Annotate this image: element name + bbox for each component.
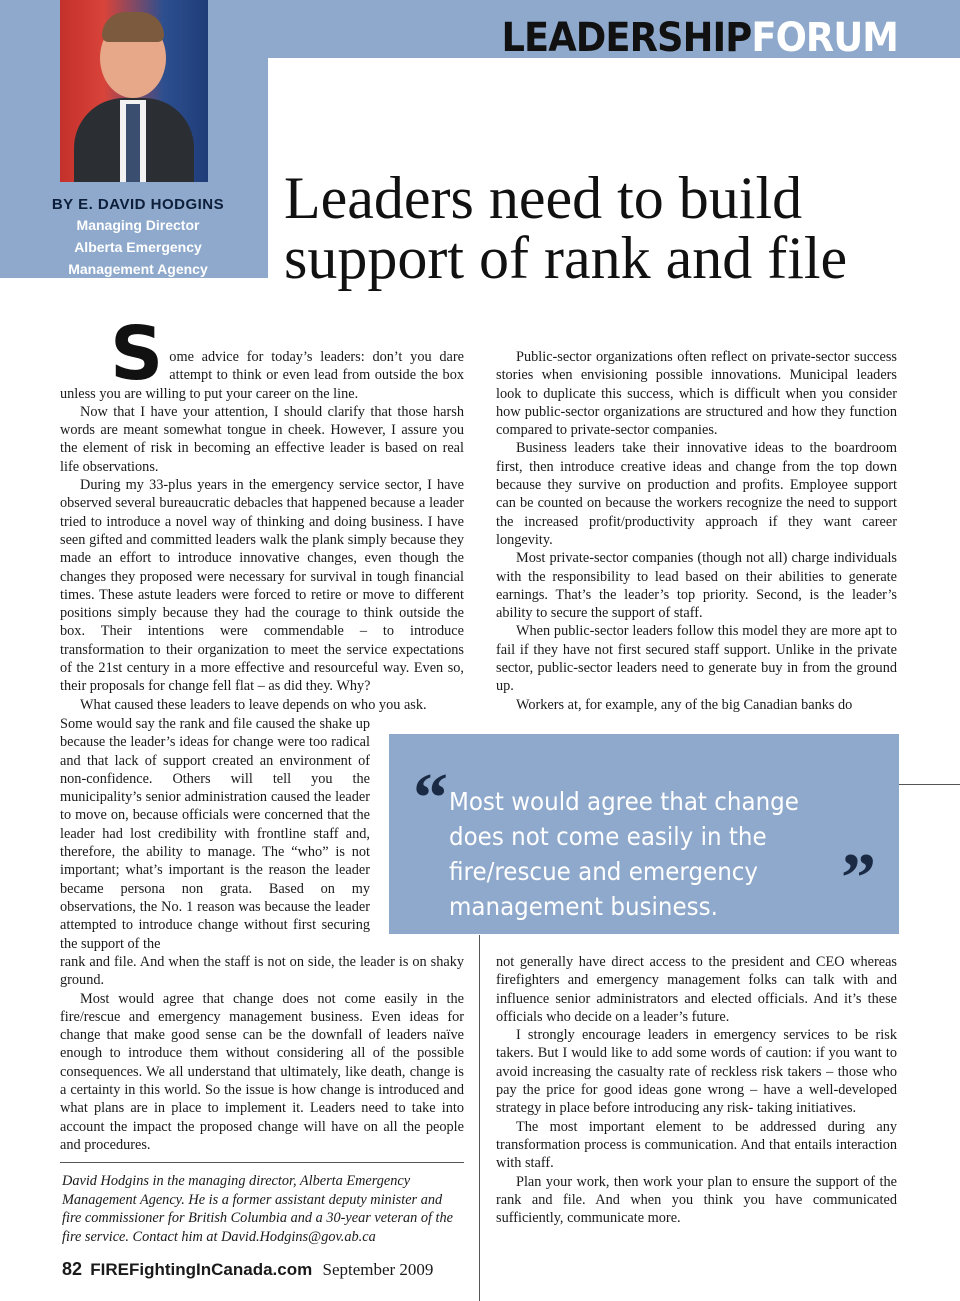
author-photo — [60, 0, 208, 182]
open-quote-mark: “ — [413, 760, 448, 837]
photo-hair — [102, 12, 164, 42]
section-logo — [501, 15, 898, 61]
photo-tie — [126, 104, 140, 182]
byline-role-2: Alberta Emergency — [74, 239, 202, 255]
bio-rule — [60, 1162, 464, 1163]
paragraph: Some would say the rank and file caused the shake up because the leader’s ideas for change were too radical and that lack of support created an environment of non-confidence. Others will tell you the municipality’s senior administration caused the leader to move on, because officials were concerned that the leader had lost credibility with frontline staff and, therefore, the ability to manage. The “who” is not important; what’s important is the reason the leader became persona non grata. Based on my observations, the No. 1 reason was because the leader attempted to introduce change without first securing the support of the — [60, 716, 370, 952]
byline-role-3: Management Agency — [68, 261, 208, 277]
article-column-right-bottom — [496, 953, 897, 1227]
section-logo-part1: LEADERSHIP — [501, 15, 752, 61]
pull-quote-text: Most would agree that change does not come easily in the fire/rescue and emergency management business. — [449, 787, 799, 921]
paragraph: rank and file. And when the staff is not on side, the leader is on shaky ground. — [60, 954, 464, 989]
paragraph: Public-sector organizations often reflect on private-sector success stories when envisioning possible innovations. Municipal leaders look to duplicate this success, which is difficult when you consider how public-sector organizations are structured and how they function compared to private-sector companies. — [496, 349, 897, 439]
pull-quote-rule — [899, 784, 960, 785]
article-column-left-bottom — [60, 953, 464, 1154]
byline — [40, 196, 236, 279]
paragraph: Now that I have your attention, I should clarify that those harsh words are meant somewhat tongue in cheek. However, I assure you the element of risk in becoming an effective leader is based on real life observations. — [60, 403, 464, 475]
paragraph: I strongly encourage leaders in emergency services to be risk takers. But I would like to add some words of caution: if you want to avoid increasing the casualty rate of reckless risk takers – those who pay the price for good ideas gone wrong – have a well-developed strategy in place before introducing any risk- taking initiatives. — [496, 1027, 897, 1117]
footer-site: FIREFightingInCanada.com — [90, 1260, 313, 1279]
paragraph: During my 33-plus years in the emergency service sector, I have observed several bureaucratic debacles that happened because a leader tried to introduce a novel way of thinking and doing business. I have seen gifted and committed leaders walk the plank simply because they made an effort to introduce innovative changes, even though the changes they proposed were necessary for survival in tough financial times. These astute leaders were forced to retire or move to different positions simply because they had the courage to think outside the box. Their intentions were commendable – to introduce transformation to their organization to meet the service expectations of the 21st century in a more effective and resourceful way. Even so, their proposals for change fell flat – as did they. Why? — [60, 477, 464, 695]
article-column-left-top — [60, 311, 464, 714]
paragraph: Most private-sector companies (though not all) charge individuals with the responsibility to lead based on their abilities to generate earnings. That’s the leader’s top priority. Second, is the leader’s ability to secure the support of staff. — [496, 550, 897, 622]
headline-line-1: Leaders need to build — [284, 165, 803, 231]
column-divider — [479, 935, 480, 1301]
paragraph: What caused these leaders to leave depends on who you ask. — [80, 696, 427, 713]
headline-line-2: support of rank and file — [284, 225, 848, 291]
paragraph: Business leaders take their innovative ideas to the boardroom first, then introduce creative ideas and change from the top down because they survive on production and profits. Employee support can be counted on because the workers recognize the need to support the increased profit/productivity approach if they want career longevity. — [496, 440, 897, 548]
byline-author: BY E. DAVID HODGINS — [51, 196, 225, 213]
paragraph-opening — [60, 311, 464, 403]
paragraph: not generally have direct access to the president and CEO whereas firefighters and emergency management folks can talk with and influence senior administrators and elected officials. And it’s these officials who decide on a leader’s future. — [496, 954, 897, 1025]
article-column-right-top — [496, 348, 897, 714]
paragraph: Plan your work, then work your plan to ensure the support of the rank and file. And when you think you have communicated sufficiently, communicate more. — [496, 1173, 897, 1227]
paragraph: The most important element to be addressed during any transformation process is communication. And that entails interaction with staff. — [496, 1118, 897, 1172]
paragraph-opening-text: ome advice for today’s leaders: don’t you dare attempt to think or even lead from outside the box unless you are willing to put your career on the line. — [60, 349, 464, 402]
article-headline — [284, 165, 944, 291]
paragraph: When public-sector leaders follow this model they are more apt to fail if they have not first secured staff support. Unlike in the private sector, public-sector leaders need to generate buy in from the ground up. — [496, 623, 897, 695]
page-number: 82 — [62, 1259, 83, 1279]
section-logo-part2: FORUM — [751, 15, 898, 61]
pull-quote — [389, 734, 899, 934]
paragraph: Most would agree that change does not come easily in the fire/rescue and emergency management business. Even ideas for change that make good sense can be the downfall of leaders naïve enough to introduce them without considering all of the possible consequences. We all understand that ultimately, like death, change is a certainty in this world. So the issue is how change is introduced and what plans are in place to implement it. Leaders need to take into account the impact the proposed change will have on all the people and procedures. — [60, 990, 464, 1153]
footer-date: September 2009 — [322, 1260, 434, 1279]
page-footer — [62, 1258, 433, 1281]
paragraph: Workers at, for example, any of the big Canadian banks do — [516, 696, 853, 713]
drop-cap: S — [110, 311, 164, 397]
article-column-left-narrow — [60, 715, 370, 953]
author-bio: David Hodgins in the managing director, Alberta Emergency Management Agency. He is a former assistant deputy minister and fire commissioner for British Columbia and a 30-year veteran of the fire service. Contact him at David.Hodgins@gov.ab.ca — [62, 1173, 454, 1245]
close-quote-mark: ” — [841, 840, 876, 917]
byline-role-1: Managing Director — [76, 217, 200, 233]
